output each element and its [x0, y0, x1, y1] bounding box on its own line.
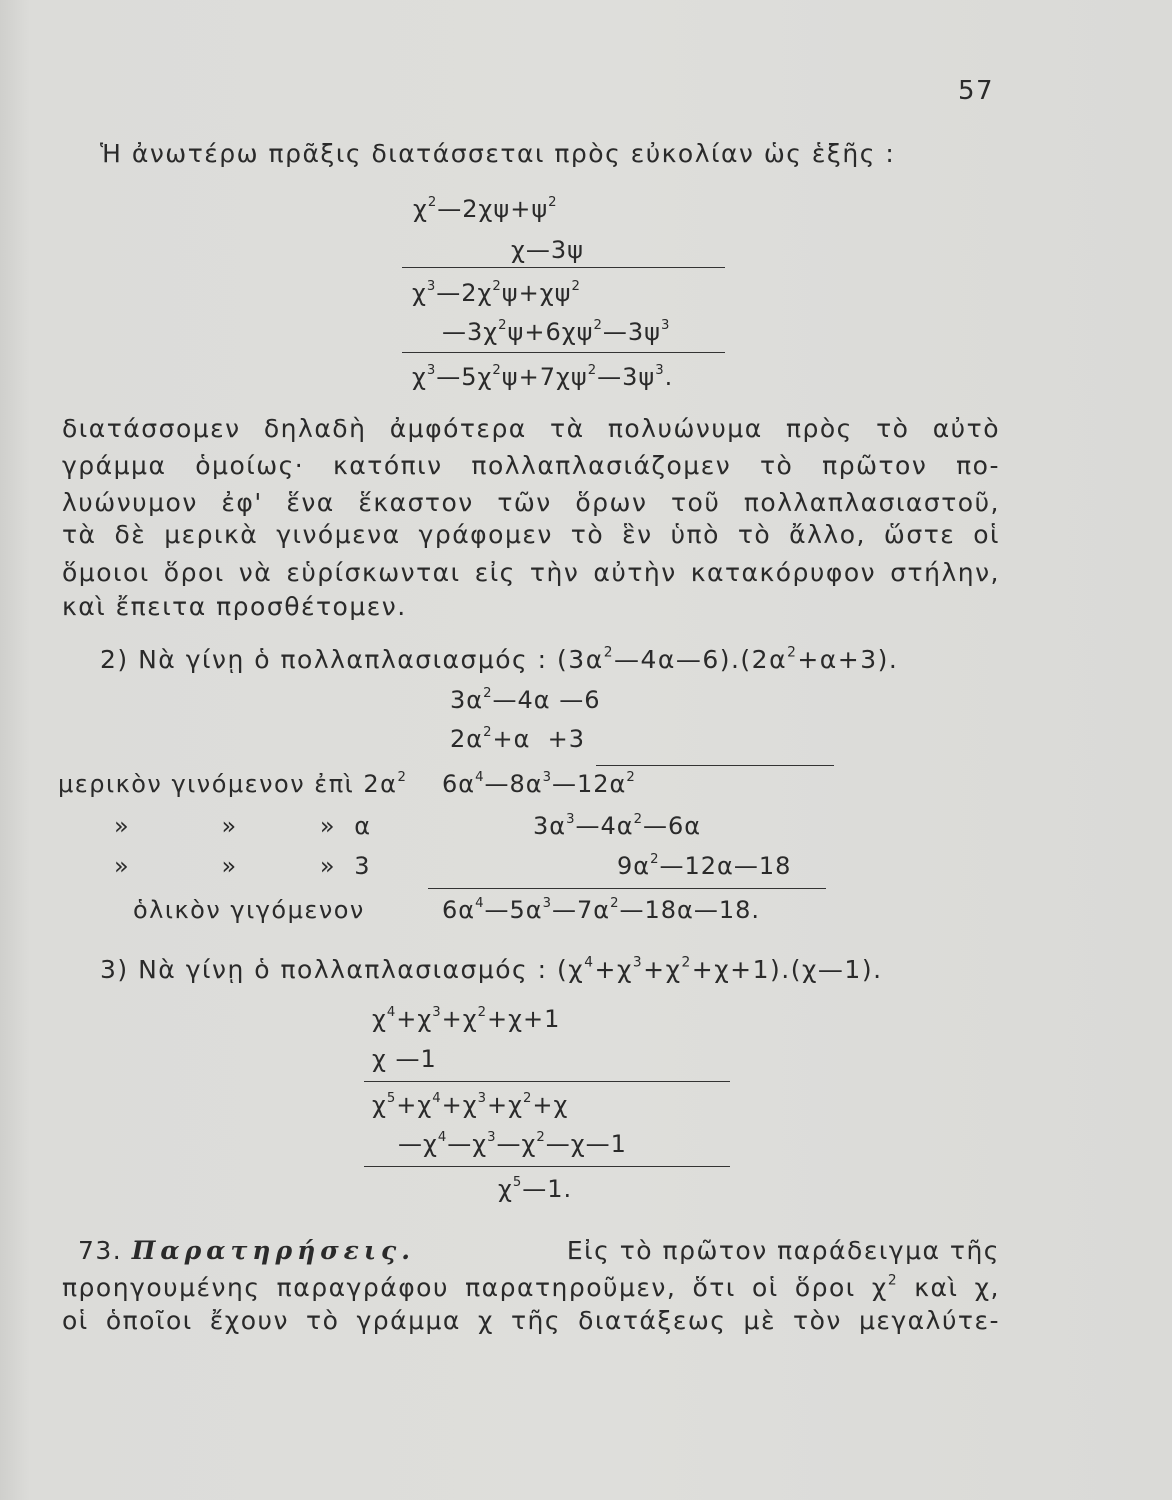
- ex2-total-label: ὁλικὸν γιγόμενον: [133, 896, 365, 924]
- para-line-4: τὰ δὲ μερικὰ γινόμενα γράφομεν τὸ ἓν ὑπὸ τὸ ἄλλο, ὥστε οἱ: [62, 520, 1000, 549]
- para-line-6: καὶ ἔπειτα προσθέτομεν.: [62, 592, 407, 621]
- section-73-line-3: οἱ ὁποῖοι ἔχουν τὸ γράμμα χ τῆς διατάξεως μὲ τὸν μεγαλύτε-: [62, 1306, 1000, 1335]
- ex3-title: 3) Νὰ γίνῃ ὁ πολλαπλασιασμός : $(\chi^4+\chi^3+\chi^2+\chi+1).(\chi—1)$.: [100, 954, 883, 984]
- ex3-rule-1: [364, 1081, 730, 1082]
- ex2-row1-label: μερικὸν γινόμενον ἐπὶ $2\alpha^2$: [58, 769, 408, 798]
- ex3-partial-1: $\chi^5+\chi^4+\chi^3+\chi^2+\chi$: [372, 1090, 569, 1119]
- ex2-multiplier: $2\alpha^2+\alpha +3$: [450, 724, 586, 753]
- ex2-row2-label: » » » α: [114, 812, 372, 840]
- ex3-rule-2: [364, 1166, 730, 1167]
- ex2-rule-2: [428, 888, 826, 889]
- para-line-5: ὅμοιοι ὅροι νὰ εὑρίσκωνται εἰς τὴν αὐτὴν κατακόρυφον στήλην,: [62, 558, 1000, 587]
- ex2-row3-label: » » » 3: [114, 852, 372, 880]
- ex2-multiplicand: $3\alpha^2—4\alpha$ —6: [450, 685, 601, 714]
- ex1-multiplier: χ—3ψ: [511, 236, 584, 264]
- ex3-partial-2: $—\chi^4—\chi^3—\chi^2—\chi—1$: [398, 1129, 627, 1158]
- ex1-partial-1: $\chi^3—2\chi^2\psi+\chi\psi^2$: [412, 278, 581, 307]
- ex3-multiplier: χ —1: [372, 1045, 437, 1073]
- section-73-line-2: προηγουμένης παραγράφου παρατηροῦμεν, ὅτι οἱ ὅροι $\chi^2$ καὶ χ,: [62, 1272, 1000, 1302]
- para-line-1: διατάσσομεν δηλαδὴ ἀμφότερα τὰ πολυώνυμα πρὸς τὸ αὐτὸ: [62, 414, 1000, 443]
- ex2-row3: $9\alpha^2—12\alpha—18$: [617, 851, 792, 880]
- section-number: 73.: [78, 1236, 123, 1265]
- page-number: 57: [958, 76, 995, 106]
- ex3-multiplicand: $\chi^4+\chi^3+\chi^2+\chi+1$: [372, 1004, 561, 1033]
- intro-line: Ἡ ἀνωτέρω πρᾶξις διατάσσεται πρὸς εὐκολίαν ὡς ἑξῆς :: [100, 139, 896, 168]
- ex1-rule-1: [402, 267, 725, 268]
- para-line-3: λυώνυμον ἐφ' ἕνα ἕκαστον τῶν ὅρων τοῦ πολλαπλασιαστοῦ,: [62, 488, 1000, 517]
- para-line-2: γράμμα ὁμοίως· κατόπιν πολλαπλασιάζομεν τὸ πρῶτον πο-: [62, 451, 1000, 480]
- ex2-title: 2) Νὰ γίνῃ ὁ πολλαπλασιασμός : $(3\alpha^2—4\alpha—6).(2\alpha^2+\alpha+3)$.: [100, 644, 899, 674]
- ex2-rule-1: [596, 765, 834, 766]
- ex2-row1: $6\alpha^4—8\alpha^3—12\alpha^2$: [442, 769, 636, 798]
- section-73-heading-line: [78, 1236, 1000, 1265]
- ex1-partial-2: $—3\chi^2\psi+6\chi\psi^2—3\psi^3$: [442, 317, 671, 346]
- ex2-row2: $3\alpha^3—4\alpha^2—6\alpha$: [533, 811, 702, 840]
- section-text-1: Εἰς τὸ πρῶτον παράδειγμα τῆς: [566, 1236, 1000, 1265]
- ex1-multiplicand: $\chi^2—2\chi\psi+\psi^2$: [413, 194, 558, 223]
- ex2-total: $6\alpha^4—5\alpha^3—7\alpha^2—18\alpha—18$.: [442, 895, 760, 924]
- ex1-rule-2: [402, 352, 725, 353]
- section-heading: Παρατηρήσεις.: [131, 1236, 415, 1265]
- ex1-result: $\chi^3—5\chi^2\psi+7\chi\psi^2—3\psi^3$.: [412, 362, 674, 391]
- ex3-result: $\chi^5—1$.: [498, 1174, 573, 1203]
